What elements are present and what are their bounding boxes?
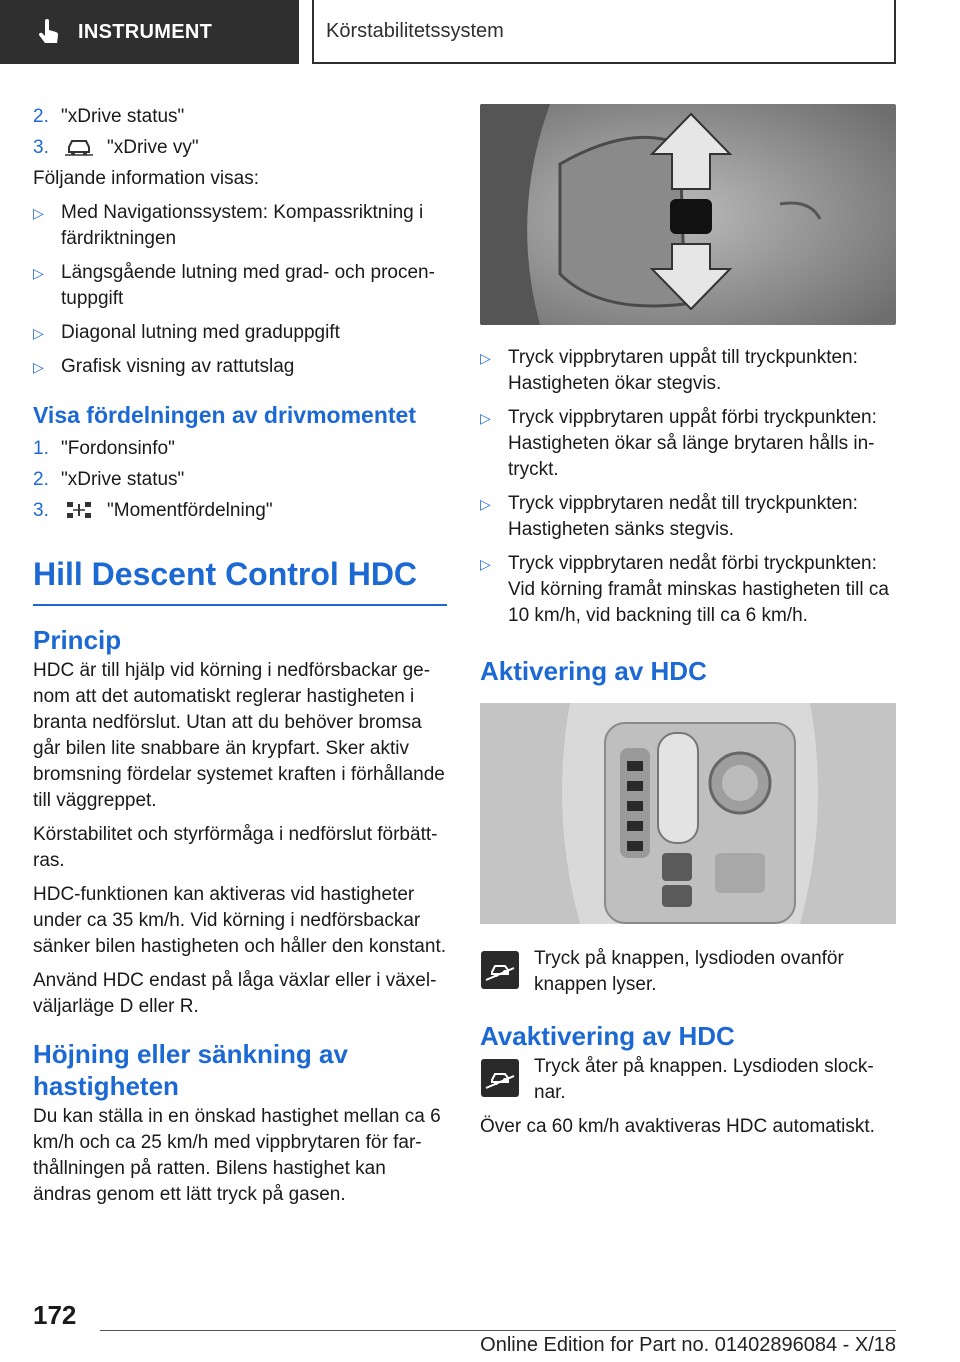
list-text: "xDrive status" xyxy=(61,106,185,127)
activate-text: Tryck på knappen, lysdioden ovanför knappen lyser. xyxy=(534,948,844,995)
list-item xyxy=(480,491,896,543)
header-section-label: INSTRUMENT xyxy=(78,20,213,43)
center-console-image xyxy=(480,703,896,924)
list-text: "Fordonsinfo" xyxy=(61,438,175,459)
heading-principle: Princip xyxy=(33,625,122,655)
bullet-text: Längsgående lutning med grad- och procentuppgift xyxy=(61,262,435,309)
triangle-bullet-icon: ▷ xyxy=(33,325,44,341)
header-section-tab[interactable] xyxy=(0,0,299,64)
heading-deactivate: Avaktivering av HDC xyxy=(480,1021,735,1051)
list-item xyxy=(33,498,447,524)
list-text: "xDrive vy" xyxy=(107,137,199,158)
heading-speed: Höjning eller sänkning av hastigheten xyxy=(33,1039,348,1101)
list-item xyxy=(480,345,896,397)
deactivate-row xyxy=(480,1054,896,1106)
paragraph: Använd HDC endast på låga växlar eller i växelväljarläge D eller R. xyxy=(33,970,437,1017)
list-item xyxy=(33,354,447,380)
heading-torque: Visa fördelningen av drivmomentet xyxy=(33,402,417,428)
list-item xyxy=(33,135,447,161)
triangle-bullet-icon: ▷ xyxy=(480,496,491,512)
activate-row xyxy=(480,946,896,998)
steering-wheel-rocker-image xyxy=(480,104,896,325)
info-intro: Följande information visas: xyxy=(33,168,259,189)
xdrive-view-icon xyxy=(63,137,95,157)
bullet-text: Tryck vippbrytaren nedåt förbi tryckpunkten: Vid körning framåt minskas hastigheten till ca 10 km/h, vid backning till ca 6 km/h. xyxy=(508,553,889,626)
triangle-bullet-icon: ▷ xyxy=(480,350,491,366)
paragraph: HDC-funktionen kan aktiveras vid hastigheter under ca 35 km/h. Vid körning i nedförsbackar sänker bilen hastigheten och håller den konstant. xyxy=(33,884,446,957)
footer-divider xyxy=(100,1330,896,1331)
left-column xyxy=(33,104,447,1216)
list-item xyxy=(33,436,447,462)
list-number: 3. xyxy=(33,137,49,158)
paragraph: HDC är till hjälp vid körning i nedförsbackar genom att det automatiskt reglerar hastigheten i branta nedförslut. Utan att du behöver bromsa går bilen lite snabbare än krypfart. Sker aktiv bromsning fördelar systemet kraften i förhållande till väggreppet. xyxy=(33,660,445,811)
paragraph: Körstabilitet och styrförmåga i nedförslut förbättras. xyxy=(33,824,438,871)
list-text: "Momentfördelning" xyxy=(107,500,273,521)
paragraph: Du kan ställa in en önskad hastighet mellan ca 6 km/h och ca 25 km/h med vippbrytaren för farthållningen på ratten. Bilens hastighet kan ändras genom ett lätt tryck på gasen. xyxy=(33,1106,441,1205)
deactivate-text: Tryck åter på knappen. Lysdioden slocknar. xyxy=(534,1056,874,1103)
footer-edition: Online Edition for Part no. 01402896084 - X/18 xyxy=(480,1334,896,1356)
triangle-bullet-icon: ▷ xyxy=(33,359,44,375)
list-item xyxy=(33,200,447,252)
bullet-text: Tryck vippbrytaren uppåt förbi tryckpunkten: Hastigheten ökar så länge brytaren hålls intryckt. xyxy=(508,407,877,480)
header-title-box xyxy=(312,0,896,64)
right-column xyxy=(480,104,896,1148)
triangle-bullet-icon: ▷ xyxy=(33,265,44,281)
page-number: 172 xyxy=(33,1300,77,1330)
list-item xyxy=(480,551,896,629)
torque-distribution-icon xyxy=(63,500,95,520)
triangle-bullet-icon: ▷ xyxy=(33,205,44,221)
list-item xyxy=(33,104,447,130)
list-number: 2. xyxy=(33,106,49,127)
auto-off-text: Över ca 60 km/h avaktiveras HDC automatiskt. xyxy=(480,1116,875,1137)
list-item xyxy=(480,405,896,483)
hdc-button-icon xyxy=(480,950,520,990)
heading-activate: Aktivering av HDC xyxy=(480,656,707,686)
list-number: 2. xyxy=(33,469,49,490)
bullet-text: Tryck vippbrytaren uppåt till tryckpunkten: Hastigheten ökar stegvis. xyxy=(508,347,858,394)
bullet-text: Diagonal lutning med graduppgift xyxy=(61,322,340,343)
hand-pointer-icon xyxy=(38,19,60,45)
heading-hdc: Hill Descent Control HDC xyxy=(33,554,447,606)
triangle-bullet-icon: ▷ xyxy=(480,556,491,572)
hdc-button-icon xyxy=(480,1058,520,1098)
page-title: Körstabilitetssystem xyxy=(326,19,504,42)
list-item xyxy=(33,467,447,493)
list-item xyxy=(33,320,447,346)
bullet-text: Tryck vippbrytaren nedåt till tryckpunkten: Hastigheten sänks stegvis. xyxy=(508,493,858,540)
list-number: 3. xyxy=(33,500,49,521)
list-item xyxy=(33,260,447,312)
bullet-text: Med Navigationssystem: Kompassriktning i färdriktningen xyxy=(61,202,424,249)
list-text: "xDrive status" xyxy=(61,469,185,490)
triangle-bullet-icon: ▷ xyxy=(480,410,491,426)
list-number: 1. xyxy=(33,438,49,459)
bullet-text: Grafisk visning av rattutslag xyxy=(61,356,295,377)
